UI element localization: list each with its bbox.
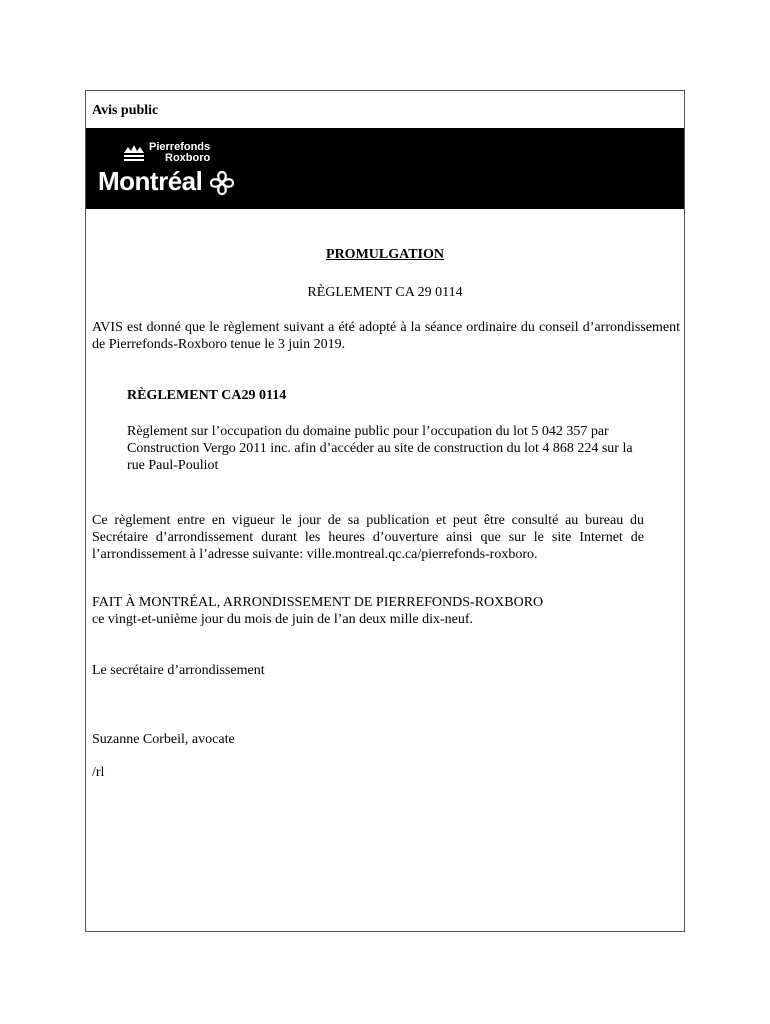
logo-banner	[86, 128, 684, 209]
logo-line2: Roxboro	[165, 152, 211, 164]
initials: /rl	[92, 765, 105, 780]
reglement-text: Règlement sur l’occupation du domaine public pour l’occupation du lot 5 042 357 par Construction Vergo 2011 inc. afin d’accéder au site de construction du lot 4 868 224 sur la rue Paul-Pouliot	[127, 424, 633, 473]
crown-icon	[122, 144, 146, 164]
fait-line2: ce vingt-et-unième jour du mois de juin de l’an deux mille dix-neuf.	[92, 612, 474, 627]
vigueur-paragraph: Ce règlement entre en vigueur le jour de sa publication et peut être consulté au bureau du Secrétaire d’arrondissement durant les heures d’ouverture ainsi que sur le site Internet de l’arrondissement à l’adresse suivante: ville.montreal.qc.ca/pierrefonds-roxboro.	[92, 513, 644, 562]
notice-title: PROMULGATION	[326, 247, 444, 262]
notice-frame	[85, 90, 685, 932]
signatory-title: Le secrétaire d’arrondissement	[92, 663, 265, 678]
header-label: Avis public	[92, 103, 159, 118]
logo-borough	[149, 142, 210, 164]
signatory-name: Suzanne Corbeil, avocate	[92, 732, 235, 747]
intro-paragraph: AVIS est donné que le règlement suivant a été adopté à la séance ordinaire du conseil d’arrondissement de Pierrefonds-Roxboro tenue le 3 juin 2019.	[92, 320, 680, 352]
notice-subtitle: RÈGLEMENT CA 29 0114	[307, 285, 463, 300]
fait-line1: FAIT À MONTRÉAL, ARRONDISSEMENT DE PIERREFONDS-ROXBORO	[92, 595, 544, 610]
logo-line1: Pierrefonds	[149, 141, 211, 153]
logo-city: Montréal	[98, 166, 203, 196]
rosette-icon	[208, 169, 236, 197]
reglement-title: RÈGLEMENT CA29 0114	[127, 388, 287, 403]
